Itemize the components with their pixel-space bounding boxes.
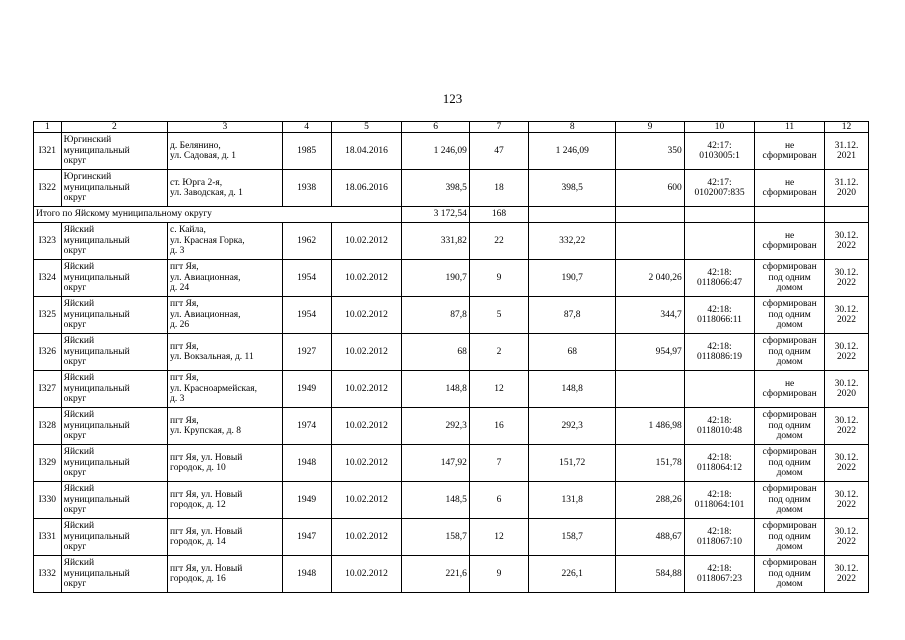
row-number-cell: I321	[34, 133, 62, 170]
address-cell: пгт Яя, ул. Вокзальная, д. 11	[168, 334, 283, 371]
table-row	[34, 334, 869, 371]
land-area-cell: 1 486,98	[616, 408, 685, 445]
deadline-cell: 31.12. 2021	[824, 133, 868, 170]
address-cell: пгт Яя, ул. Красноармейская, д. 3	[168, 371, 283, 408]
municipality-cell: Яйский муниципальный округ	[61, 260, 167, 297]
municipality-cell: Яйский муниципальный округ	[61, 334, 167, 371]
total-empty-cell	[824, 207, 868, 223]
row-number-cell: I325	[34, 297, 62, 334]
date-cell: 18.06.2016	[331, 170, 402, 207]
municipality-cell: Яйский муниципальный округ	[61, 519, 167, 556]
area-second-cell: 292,3	[529, 408, 616, 445]
municipality-cell: Яйский муниципальный округ	[61, 371, 167, 408]
area-cell: 148,5	[402, 482, 470, 519]
area-second-cell: 131,8	[529, 482, 616, 519]
housing-register-table	[33, 121, 869, 593]
area-cell: 158,7	[402, 519, 470, 556]
residents-cell: 9	[469, 260, 528, 297]
column-number-cell: 9	[616, 122, 685, 133]
cadastral-number-cell	[684, 223, 755, 260]
row-number-cell: I332	[34, 556, 62, 593]
table-row	[34, 519, 869, 556]
land-area-cell: 350	[616, 133, 685, 170]
address-cell: д. Белянино, ул. Садовая, д. 1	[168, 133, 283, 170]
cadastral-number-cell: 42:17: 0103005:1	[684, 133, 755, 170]
residents-cell: 47	[469, 133, 528, 170]
area-cell: 292,3	[402, 408, 470, 445]
land-status-cell: не сформирован	[755, 223, 825, 260]
residents-cell: 6	[469, 482, 528, 519]
land-area-cell: 151,78	[616, 445, 685, 482]
row-number-cell: I323	[34, 223, 62, 260]
column-number-cell: 5	[331, 122, 402, 133]
address-cell: пгт Яя, ул. Новый городок, д. 14	[168, 519, 283, 556]
land-area-cell: 344,7	[616, 297, 685, 334]
year-cell: 1927	[282, 334, 331, 371]
land-area-cell	[616, 223, 685, 260]
table-row	[34, 170, 869, 207]
date-cell: 10.02.2012	[331, 260, 402, 297]
year-cell: 1947	[282, 519, 331, 556]
deadline-cell: 30.12. 2022	[824, 519, 868, 556]
address-cell: пгт Яя, ул. Новый городок, д. 10	[168, 445, 283, 482]
municipality-cell: Яйский муниципальный округ	[61, 556, 167, 593]
address-cell: ст. Юрга 2-я, ул. Заводская, д. 1	[168, 170, 283, 207]
year-cell: 1948	[282, 556, 331, 593]
deadline-cell: 30.12. 2022	[824, 334, 868, 371]
column-number-cell: 3	[168, 122, 283, 133]
area-second-cell: 158,7	[529, 519, 616, 556]
date-cell: 10.02.2012	[331, 556, 402, 593]
address-cell: пгт Яя, ул. Авиационная, д. 24	[168, 260, 283, 297]
land-status-cell: сформирован под одним домом	[755, 519, 825, 556]
deadline-cell: 30.12. 2022	[824, 297, 868, 334]
cadastral-number-cell: 42:18: 0118064:101	[684, 482, 755, 519]
table-row	[34, 556, 869, 593]
total-area: 3 172,54	[402, 207, 470, 223]
area-cell: 331,82	[402, 223, 470, 260]
cadastral-number-cell	[684, 371, 755, 408]
total-empty-cell	[755, 207, 825, 223]
area-second-cell: 226,1	[529, 556, 616, 593]
deadline-cell: 30.12. 2022	[824, 556, 868, 593]
date-cell: 10.02.2012	[331, 297, 402, 334]
row-number-cell: I329	[34, 445, 62, 482]
table-row	[34, 260, 869, 297]
residents-cell: 5	[469, 297, 528, 334]
cadastral-number-cell: 42:18: 0118067:23	[684, 556, 755, 593]
land-status-cell: сформирован под одним домом	[755, 260, 825, 297]
municipality-cell: Яйский муниципальный округ	[61, 297, 167, 334]
column-number-cell: 12	[824, 122, 868, 133]
municipality-cell: Яйский муниципальный округ	[61, 445, 167, 482]
date-cell: 10.02.2012	[331, 408, 402, 445]
area-cell: 221,6	[402, 556, 470, 593]
column-number-cell: 10	[684, 122, 755, 133]
date-cell: 10.02.2012	[331, 334, 402, 371]
year-cell: 1949	[282, 482, 331, 519]
land-status-cell: не сформирован	[755, 170, 825, 207]
row-number-cell: I331	[34, 519, 62, 556]
land-area-cell: 600	[616, 170, 685, 207]
residents-cell: 9	[469, 556, 528, 593]
date-cell: 10.02.2012	[331, 445, 402, 482]
land-status-cell: сформирован под одним домом	[755, 556, 825, 593]
column-number-cell: 6	[402, 122, 470, 133]
municipality-cell: Яйский муниципальный округ	[61, 482, 167, 519]
total-empty-cell	[616, 207, 685, 223]
land-status-cell: сформирован под одним домом	[755, 297, 825, 334]
table-row	[34, 133, 869, 170]
total-empty-cell	[684, 207, 755, 223]
column-number-row	[34, 122, 869, 133]
residents-cell: 12	[469, 371, 528, 408]
area-cell: 148,8	[402, 371, 470, 408]
date-cell: 10.02.2012	[331, 223, 402, 260]
deadline-cell: 30.12. 2022	[824, 408, 868, 445]
date-cell: 10.02.2012	[331, 371, 402, 408]
page-number: 123	[442, 91, 463, 106]
residents-cell: 18	[469, 170, 528, 207]
row-number-cell: I328	[34, 408, 62, 445]
municipality-cell: Юргинский муниципальный округ	[61, 170, 167, 207]
cadastral-number-cell: 42:18: 0118066:11	[684, 297, 755, 334]
residents-cell: 7	[469, 445, 528, 482]
residents-cell: 22	[469, 223, 528, 260]
residents-cell: 12	[469, 519, 528, 556]
land-area-cell: 954,97	[616, 334, 685, 371]
area-cell: 398,5	[402, 170, 470, 207]
municipality-cell: Яйский муниципальный округ	[61, 223, 167, 260]
deadline-cell: 30.12. 2022	[824, 482, 868, 519]
column-number-cell: 4	[282, 122, 331, 133]
table-row	[34, 297, 869, 334]
address-cell: с. Кайла, ул. Красная Горка, д. 3	[168, 223, 283, 260]
land-status-cell: сформирован под одним домом	[755, 445, 825, 482]
residents-cell: 2	[469, 334, 528, 371]
municipality-cell: Юргинский муниципальный округ	[61, 133, 167, 170]
address-cell: пгт Яя, ул. Крупская, д. 8	[168, 408, 283, 445]
land-status-cell: не сформирован	[755, 133, 825, 170]
cadastral-number-cell: 42:17: 0102007:835	[684, 170, 755, 207]
land-area-cell	[616, 371, 685, 408]
area-second-cell: 87,8	[529, 297, 616, 334]
deadline-cell: 30.12. 2020	[824, 371, 868, 408]
column-number-cell: 1	[34, 122, 62, 133]
area-cell: 147,92	[402, 445, 470, 482]
cadastral-number-cell: 42:18: 0118066:47	[684, 260, 755, 297]
year-cell: 1954	[282, 297, 331, 334]
column-number-cell: 11	[755, 122, 825, 133]
deadline-cell: 30.12. 2022	[824, 223, 868, 260]
table-row	[34, 371, 869, 408]
land-area-cell: 288,26	[616, 482, 685, 519]
table-row	[34, 408, 869, 445]
year-cell: 1938	[282, 170, 331, 207]
year-cell: 1948	[282, 445, 331, 482]
land-area-cell: 2 040,26	[616, 260, 685, 297]
total-label: Итого по Яйскому муниципальному округу	[34, 207, 402, 223]
area-second-cell: 332,22	[529, 223, 616, 260]
year-cell: 1974	[282, 408, 331, 445]
land-status-cell: сформирован под одним домом	[755, 334, 825, 371]
address-cell: пгт Яя, ул. Новый городок, д. 16	[168, 556, 283, 593]
cadastral-number-cell: 42:18: 0118064:12	[684, 445, 755, 482]
area-second-cell: 1 246,09	[529, 133, 616, 170]
date-cell: 10.02.2012	[331, 519, 402, 556]
row-number-cell: I330	[34, 482, 62, 519]
residents-cell: 16	[469, 408, 528, 445]
land-status-cell: не сформирован	[755, 371, 825, 408]
year-cell: 1985	[282, 133, 331, 170]
land-status-cell: сформирован под одним домом	[755, 408, 825, 445]
table-row	[34, 482, 869, 519]
area-second-cell: 190,7	[529, 260, 616, 297]
column-number-cell: 2	[61, 122, 167, 133]
row-number-cell: I322	[34, 170, 62, 207]
row-number-cell: I327	[34, 371, 62, 408]
total-residents: 168	[469, 207, 528, 223]
year-cell: 1949	[282, 371, 331, 408]
area-second-cell: 151,72	[529, 445, 616, 482]
deadline-cell: 30.12. 2022	[824, 445, 868, 482]
area-second-cell: 398,5	[529, 170, 616, 207]
area-cell: 1 246,09	[402, 133, 470, 170]
year-cell: 1954	[282, 260, 331, 297]
land-status-cell: сформирован под одним домом	[755, 482, 825, 519]
column-number-cell: 8	[529, 122, 616, 133]
area-cell: 190,7	[402, 260, 470, 297]
table-row	[34, 223, 869, 260]
area-second-cell: 148,8	[529, 371, 616, 408]
area-cell: 87,8	[402, 297, 470, 334]
cadastral-number-cell: 42:18: 0118067:10	[684, 519, 755, 556]
address-cell: пгт Яя, ул. Новый городок, д. 12	[168, 482, 283, 519]
address-cell: пгт Яя, ул. Авиационная, д. 26	[168, 297, 283, 334]
land-area-cell: 584,88	[616, 556, 685, 593]
cadastral-number-cell: 42:18: 0118086:19	[684, 334, 755, 371]
area-cell: 68	[402, 334, 470, 371]
area-second-cell: 68	[529, 334, 616, 371]
cadastral-number-cell: 42:18: 0118010:48	[684, 408, 755, 445]
date-cell: 18.04.2016	[331, 133, 402, 170]
column-number-cell: 7	[469, 122, 528, 133]
row-number-cell: I326	[34, 334, 62, 371]
date-cell: 10.02.2012	[331, 482, 402, 519]
deadline-cell: 31.12. 2020	[824, 170, 868, 207]
land-area-cell: 488,67	[616, 519, 685, 556]
deadline-cell: 30.12. 2022	[824, 260, 868, 297]
table-row	[34, 445, 869, 482]
year-cell: 1962	[282, 223, 331, 260]
total-empty-cell	[529, 207, 616, 223]
total-row	[34, 207, 869, 223]
row-number-cell: I324	[34, 260, 62, 297]
municipality-cell: Яйский муниципальный округ	[61, 408, 167, 445]
